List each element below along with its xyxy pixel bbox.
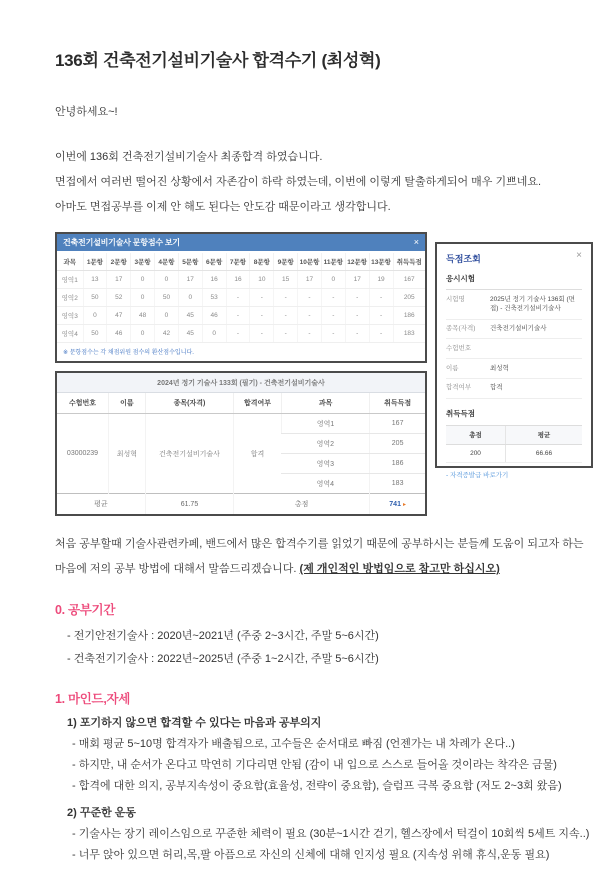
total-value[interactable]: 741 — [389, 500, 401, 508]
question-score-table — [57, 253, 425, 343]
question-score-cell: 15 — [274, 271, 298, 289]
field-value: 2025년 정기 기술사 136회 (면접) - 건축전기설비기술사 — [490, 295, 575, 313]
subject-cell: 영역2 — [281, 434, 369, 454]
score-summary-table — [446, 425, 582, 463]
field-label: 합격여부 — [446, 384, 472, 392]
arrow-icon: ▸ — [402, 501, 406, 508]
mindset-item: - 하지만, 내 순서가 온다고 막연히 기다리면 안됨 (감이 내 입으로 스스로 들어올 것이라는 착각은 금물) — [72, 759, 557, 771]
question-score-cell: 0 — [155, 307, 179, 325]
average-score-value: 66.66 — [506, 444, 582, 462]
greeting-text: 안녕하세요~! — [55, 106, 118, 118]
column-header: 종목(자격) — [145, 393, 233, 414]
column-header: 2문항 — [107, 253, 131, 271]
question-score-cell: - — [250, 307, 274, 325]
field-value: 건축전기설비기술사 — [490, 325, 547, 332]
average-value: 61.75 — [145, 494, 233, 515]
mindset-item: - 합격에 대한 의지, 공부지속성이 중요함(효율성, 전략이 중요함), 슬럼프 극복 중요함 (저도 2~3회 왔음) — [72, 780, 562, 792]
question-score-cell: 50 — [83, 289, 107, 307]
subject-score-cell: 186 — [370, 454, 425, 474]
question-score-cell: - — [298, 325, 322, 343]
column-header: 이름 — [109, 393, 146, 414]
field-label: 시험명 — [446, 295, 465, 303]
question-score-cell: 10 — [250, 271, 274, 289]
column-header: 1문항 — [83, 253, 107, 271]
intro-line: 이번에 136회 건축전기설비기술사 최종합격 하였습니다. — [55, 151, 323, 163]
subject-score-cell: 167 — [370, 414, 425, 434]
question-score-cell: - — [369, 325, 393, 343]
score-row — [57, 325, 425, 343]
question-score-cell: 16 — [226, 271, 250, 289]
question-score-cell: 0 — [178, 289, 202, 307]
question-score-cell: - — [321, 307, 345, 325]
subject-score-cell: 183 — [370, 474, 425, 494]
question-score-cell: 0 — [131, 271, 155, 289]
mindset-item: - 너무 앉아 있으면 허리,목,팔 아픔으로 자신의 신체에 대해 인지성 필요 (지속성 위해 휴식,운동 필요) — [72, 849, 550, 861]
mindset-item: - 기술사는 장기 레이스임으로 꾸준한 체력이 필요 (30분~1시간 걷기, 헬스장에서 턱걸이 10회씩 5세트 지속..) — [72, 828, 590, 840]
question-score-cell: 45 — [178, 325, 202, 343]
total-score-cell: 205 — [393, 289, 425, 307]
subject-cell: 영역1 — [57, 271, 83, 289]
popup-title-bar — [57, 234, 425, 251]
question-score-cell: 45 — [178, 307, 202, 325]
period-list — [67, 625, 600, 671]
total-score-cell: 186 — [393, 307, 425, 325]
question-score-cell: - — [345, 325, 369, 343]
exam-section-heading: 응시시험 — [446, 273, 582, 290]
column-header: 7문항 — [226, 253, 250, 271]
column-header: 10문항 — [298, 253, 322, 271]
question-score-cell: - — [321, 289, 345, 307]
column-header: 취득득점 — [370, 393, 425, 414]
question-score-cell: 13 — [83, 271, 107, 289]
field-value: 합격 — [490, 384, 503, 392]
total-score-value: 200 — [446, 444, 506, 462]
period-item: - 전기안전기술사 : 2020년~2021년 (주중 2~3시간, 주말 5~6시간) — [67, 630, 379, 642]
closing-line: 처음 공부할때 기술사관련카페, 밴드에서 많은 합격수기를 읽었기 때문에 공부하시는 분들께 도움이 되고자 하는 — [55, 538, 584, 550]
close-icon[interactable]: × — [413, 237, 419, 247]
column-header: 5문항 — [178, 253, 202, 271]
certificate-issue-link[interactable]: - 자격증발급 바로가기 — [446, 471, 509, 479]
question-score-cell: - — [369, 307, 393, 325]
exam-result-popup — [55, 371, 427, 516]
question-score-cell: - — [274, 325, 298, 343]
page-title: 136회 건축전기설비기술사 합격수기 (최성혁) — [55, 51, 381, 70]
candidate-name-cell: 최성혁 — [109, 414, 146, 494]
intro-line: 아마도 면접공부를 이제 안 해도 된다는 안도감 때문이라고 생각합니다. — [55, 201, 391, 213]
question-score-cell: 46 — [107, 325, 131, 343]
popup-title: 건축전기설비기술사 문항점수 보기 — [63, 238, 180, 247]
column-header: 과목 — [281, 393, 369, 414]
mindset-sub2-list — [72, 824, 600, 866]
question-score-cell: - — [250, 325, 274, 343]
score-footnote: ※ 문항점수는 각 채점위원 점수의 환산점수입니다. — [63, 350, 194, 356]
question-score-cell: 48 — [131, 307, 155, 325]
screenshot-area — [55, 232, 595, 516]
column-header: 12문항 — [345, 253, 369, 271]
mindset-sub1-list — [72, 734, 600, 797]
closing-emphasis: (제 개인적인 방법임으로 참고만 하십시오) — [299, 563, 500, 575]
subject-cell: 영역1 — [281, 414, 369, 434]
column-header: 4문항 — [155, 253, 179, 271]
question-score-cell: 17 — [298, 271, 322, 289]
question-score-cell: 53 — [202, 289, 226, 307]
question-score-cell: - — [226, 289, 250, 307]
closing-line-text: 마음에 저의 공부 방법에 대해서 말씀드리겠습니다. — [55, 563, 300, 575]
close-icon[interactable]: × — [576, 250, 582, 261]
average-label: 평균 — [57, 494, 145, 515]
question-score-cell: - — [250, 289, 274, 307]
cert-name-cell: 건축전기설비기술사 — [145, 414, 233, 494]
mindset-item: - 매회 평균 5~10명 합격자가 배출됨으로, 고수들은 순서대로 빠짐 (언젠가는 내 차례가 온다..) — [72, 738, 515, 750]
question-score-cell: - — [369, 289, 393, 307]
pass-field — [446, 379, 582, 399]
column-header: 13문항 — [369, 253, 393, 271]
question-score-cell: - — [226, 325, 250, 343]
question-score-cell: 50 — [155, 289, 179, 307]
score-row — [57, 307, 425, 325]
total-score-cell: 167 — [393, 271, 425, 289]
question-score-cell: - — [345, 289, 369, 307]
column-header: 8문항 — [250, 253, 274, 271]
question-score-cell: - — [274, 307, 298, 325]
question-score-cell: 52 — [107, 289, 131, 307]
intro-paragraph — [55, 145, 600, 220]
question-score-cell: 42 — [155, 325, 179, 343]
mindset-sub1-title: 1) 포기하지 않으면 합격할 수 있다는 마음과 공부의지 — [67, 717, 322, 729]
question-score-cell: 0 — [321, 271, 345, 289]
question-score-cell: 50 — [83, 325, 107, 343]
question-score-cell: 46 — [202, 307, 226, 325]
panel-title: 득점조회 — [446, 254, 481, 264]
field-label: 수험번호 — [446, 344, 472, 352]
question-score-cell: - — [298, 307, 322, 325]
mindset-sub2-title: 2) 꾸준한 운동 — [67, 807, 137, 819]
question-score-cell: 0 — [83, 307, 107, 325]
question-score-cell: 17 — [107, 271, 131, 289]
table-footer-row — [57, 494, 425, 515]
subject-cell: 영역3 — [57, 307, 83, 325]
subject-cell: 영역4 — [57, 325, 83, 343]
exam-result-table — [57, 373, 425, 514]
column-header: 11문항 — [321, 253, 345, 271]
subject-cell: 영역3 — [281, 454, 369, 474]
exam-name-field — [446, 290, 582, 320]
column-header: 평균 — [506, 425, 582, 444]
column-header: 9문항 — [274, 253, 298, 271]
question-score-cell: - — [226, 307, 250, 325]
pass-status-cell: 합격 — [234, 414, 282, 494]
question-score-cell: 17 — [178, 271, 202, 289]
subject-score-cell: 205 — [370, 434, 425, 454]
field-label: 종목(자격) — [446, 325, 476, 332]
column-header: 과목 — [57, 253, 83, 271]
score-inquiry-panel — [435, 242, 593, 479]
field-label: 이름 — [446, 364, 459, 372]
total-score-cell: 183 — [393, 325, 425, 343]
closing-line — [55, 557, 600, 582]
column-header: 합격여부 — [234, 393, 282, 414]
total-value-cell[interactable] — [370, 494, 425, 515]
table-row — [57, 414, 425, 434]
question-score-cell: 19 — [369, 271, 393, 289]
question-score-cell: - — [274, 289, 298, 307]
score-row — [57, 289, 425, 307]
question-score-cell: 17 — [345, 271, 369, 289]
exam-number-cell: 03000239 — [66, 450, 99, 457]
period-item: - 건축전기기술사 : 2022년~2025년 (주중 1~2시간, 주말 5~6시간) — [67, 653, 379, 665]
question-score-cell: - — [298, 289, 322, 307]
screenshot-left-column — [55, 232, 427, 516]
post-page — [0, 46, 600, 894]
closing-paragraph — [55, 532, 600, 582]
subject-cell: 영역4 — [316, 480, 335, 488]
intro-line: 면접에서 여러번 떨어진 상황에서 자존감이 하락 하였는데, 이번에 이렇게 탈출하게되어 매우 기쁘네요. — [55, 176, 542, 188]
cert-field — [446, 320, 582, 340]
section-heading-mindset: 1. 마인드,자세 — [55, 692, 131, 706]
column-header: 3문항 — [131, 253, 155, 271]
exam-number-field — [446, 339, 582, 359]
question-score-cell: 47 — [107, 307, 131, 325]
column-header: 6문항 — [202, 253, 226, 271]
question-score-cell: - — [321, 325, 345, 343]
score-row — [57, 271, 425, 289]
score-section-heading: 취득득점 — [446, 408, 475, 418]
subject-cell: 영역2 — [57, 289, 83, 307]
question-score-cell: 0 — [131, 325, 155, 343]
name-field — [446, 359, 582, 379]
question-score-cell: - — [345, 307, 369, 325]
column-header: 취득득점 — [393, 253, 425, 271]
question-score-cell: 0 — [131, 289, 155, 307]
question-score-cell: 16 — [202, 271, 226, 289]
question-score-cell: 0 — [155, 271, 179, 289]
section-heading-period: 0. 공부기간 — [55, 603, 116, 617]
result-table-title: 2024년 정기 기술사 133회 (필기) - 건축전기설비기술사 — [57, 373, 425, 393]
column-header: 수험번호 — [57, 393, 109, 414]
field-value: 최성혁 — [490, 364, 509, 372]
column-header: 총점 — [446, 425, 506, 444]
question-score-cell: 0 — [202, 325, 226, 343]
question-score-popup — [55, 232, 427, 363]
total-label: 총점 — [234, 494, 370, 515]
